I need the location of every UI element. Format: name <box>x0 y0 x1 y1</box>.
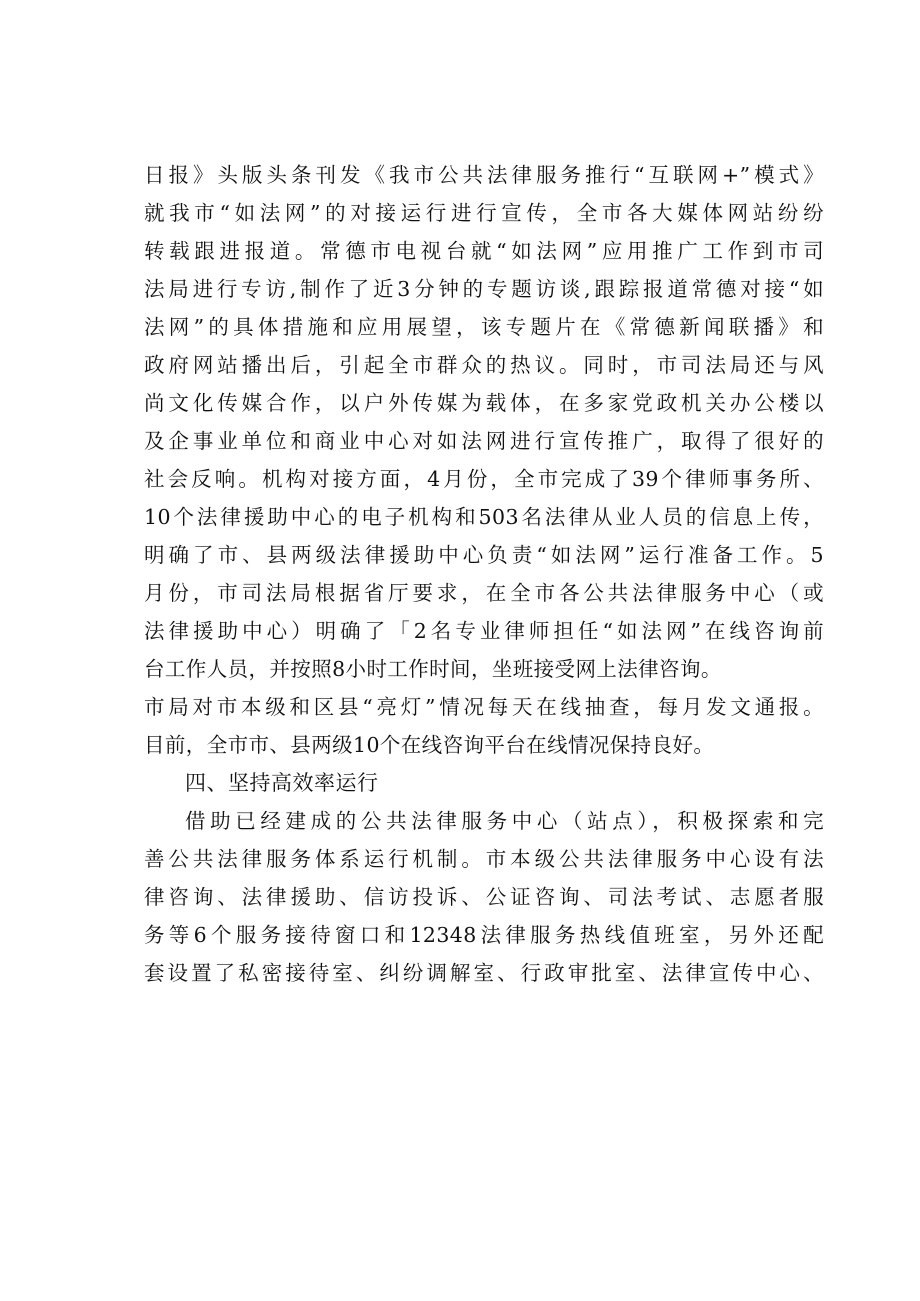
paragraph-line: 市局对市本级和区县“亮灯”情况每天在线抽查，每月发文通报。 <box>144 695 824 719</box>
paragraph-line: 务等6个服务接待窗口和12348法律服务热线值班室，另外还配 <box>144 923 824 947</box>
paragraph-line: 法局进行专访,制作了近3分钟的专题访谈,跟踪报道常德对接“如 <box>144 277 824 301</box>
paragraph-line: 月份，市司法局根据省厅要求，在全市各公共法律服务中心（或 <box>144 581 824 605</box>
section-heading: 四、坚持高效率运行 <box>185 771 379 795</box>
paragraph-line: 目前，全市市、县两级10个在线咨询平台在线情况保持良好。 <box>144 733 715 757</box>
document-body <box>144 156 824 992</box>
paragraph-line: 政府网站播出后，引起全市群众的热议。同时，市司法局还与风 <box>144 353 824 377</box>
paragraph-line: 尚文化传媒合作，以户外传媒为载体，在多家党政机关办公楼以 <box>144 391 824 415</box>
paragraph-line: 法网”的具体措施和应用展望，该专题片在《常德新闻联播》和 <box>144 315 824 339</box>
paragraph-line: 10个法律援助中心的电子机构和503名法律从业人员的信息上传， <box>144 505 824 529</box>
paragraph-line: 律咨询、法律援助、信访投诉、公证咨询、司法考试、志愿者服 <box>144 885 824 909</box>
paragraph-line: 明确了市、县两级法律援助中心负责“如法网”运行准备工作。5 <box>144 543 824 567</box>
paragraph-line: 法律援助中心）明确了「2名专业律师担任“如法网”在线咨询前 <box>144 619 824 643</box>
paragraph-line: 及企事业单位和商业中心对如法网进行宣传推广，取得了很好的 <box>144 429 824 453</box>
paragraph-line: 借助已经建成的公共法律服务中心（站点），积极探索和完 <box>185 809 824 833</box>
paragraph-line: 社会反响。机构对接方面，4月份，全市完成了39个律师事务所、 <box>144 467 824 491</box>
paragraph-line: 善公共法律服务体系运行机制。市本级公共法律服务中心设有法 <box>144 847 824 871</box>
paragraph-line: 日报》头版头条刊发《我市公共法律服务推行“互联网+”模式》 <box>144 163 824 187</box>
paragraph-line: 台工作人员，并按照8小时工作时间，坐班接受网上法律咨询。 <box>144 657 722 681</box>
paragraph-line: 就我市“如法网”的对接运行进行宣传，全市各大媒体网站纷纷 <box>144 201 824 225</box>
paragraph-line: 转载跟进报道。常德市电视台就“如法网”应用推广工作到市司 <box>144 239 824 263</box>
paragraph-line: 套设置了私密接待室、纠纷调解室、行政审批室、法律宣传中心、 <box>144 961 824 985</box>
